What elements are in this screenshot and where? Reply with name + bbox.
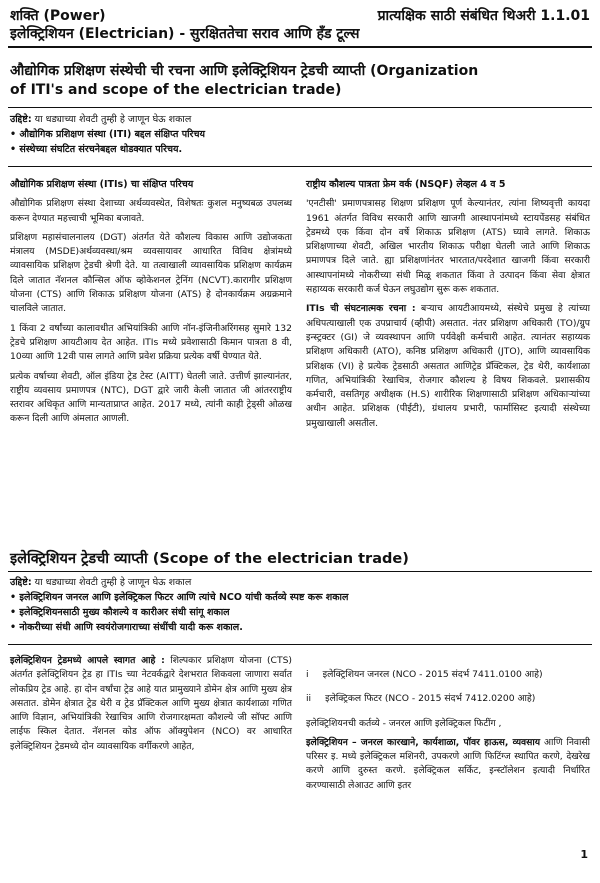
lesson-title-line1: औद्योगिक प्रशिक्षण संस्थेची ची रचना आणि इलेक्ट्रिशियन ट्रेडची व्याप्ती (Organization — [10, 63, 479, 79]
objectives-intro: या धड्याच्या शेवटी तुम्ही हे जाणून घेऊ शकाल — [31, 114, 192, 125]
objective-item: • संस्थेच्या संघटित संरचनेबद्दल थोडक्यात परिचय. — [10, 142, 590, 157]
nsqf-heading: राष्ट्रीय कौशल्य पात्रता फ्रेम वर्क (NSQF) लेव्हल 4 व 5 — [306, 179, 506, 190]
paragraph: 'एनटीसी' प्रमाणपत्रासह शिक्षण प्रशिक्षण पूर्ण केल्यानंतर, त्यांना शिष्यवृत्ती कायदा 1961 अंतर्गत विविध सरकारी आणि खाजगी आस्थापनांमध्ये स्टायपेंडसह संबंधित ट्रेडमध्ये एक किंवा दोन वर्षे शिकाऊ प्रशिक्षण (ATS) घ्यावे लागते. शिकाऊ प्रशिक्षणाच्या शेवटी, अखिल भारतीय शिकाऊ परीक्षा घेतली जाते आणि शिकाऊ प्रमाणपत्र दिले जाते. ह्या प्रशिक्षणांनंतर भारतात/परदेशात खाजगी किंवा सरकारी आस्थापनांमध्ये नोकरीच्या संधी मिळू शकतात किंवा ते उत्पादन किंवा सेवा क्षेत्रात सहाय्यक सरकारी कर्ज घेऊन लघुउद्योग सुरू करू शकतात. — [306, 198, 590, 296]
objectives-block-2 — [10, 575, 590, 635]
org-structure-label: ITIs ची संघटनात्मक रचना : — [306, 303, 416, 315]
objectives-list — [10, 590, 590, 635]
list-item: ii इलेक्ट्रिकल फिटर (NCO - 2015 संदर्भ 7412.0200 आहे) — [306, 693, 536, 705]
paragraph: प्रशिक्षण महासंचालनालय (DGT) अंतर्गत येते कौशल्य विकास आणि उद्योजकता मंत्रालय (MSDE)अर्थव्यवस्था/श्रम व्यवसायावर आधारित विविध क्षेत्रांमध्ये व्यावसायिक प्रशिक्षण ट्रेडची श्रेणी देते. या तत्वाखाली व्यावसायिक प्रशिक्षण कार्यक्रम दिले जातात नॅशनल कौन्सिल ऑफ व्होकेशनल ट्रेनिंग (NCVT).कारागीर प्रशिक्षण योजना (CTS) आणि शिकाऊ प्रशिक्षण योजना (ATS) हे दोनकार्यक्रम अग्रक्रमाने चालविले जातात. — [10, 231, 292, 315]
objectives-intro: या धड्याच्या शेवटी तुम्ही हे जाणून घेऊ शकाल — [31, 577, 192, 588]
objectives-lead: उद्दिष्टे: — [10, 577, 32, 588]
lesson-title — [10, 62, 590, 100]
header-subtitle: इलेक्ट्रिशियन (Electrician) - सुरक्षिततेचा सराव आणि हँड टूल्स — [10, 26, 360, 42]
left-column-2 — [10, 654, 292, 759]
section-divider — [8, 571, 592, 572]
objective-item: • इलेक्ट्रिशियन जनरल आणि इलेक्ट्रिकल फिटर आणि त्यांचे NCO यांची कर्तव्ये स्पष्ट करू शकाल — [10, 590, 590, 605]
duties-line: इलेक्ट्रिशियनची कर्तव्ये - जनरल आणि इलेक्ट्रिकल फिटींग , — [306, 717, 502, 729]
theory-reference: प्रात्यक्षिक साठी संबंधित थिअरी 1.1.01 — [377, 8, 590, 24]
paragraph: 1 किंवा 2 वर्षांच्या कालावधीत अभियांत्रिकी आणि नॉन-इंजिनीअरिंगसह सुमारे 132 ट्रेडचे प्रशिक्षण आयटीआय देत आहेत. ITIs मध्ये प्रवेशासाठी किमान पात्रता 8 वी, 10व्या आणि 12वी पास लागते आणि प्रवेश प्रक्रिया प्रत्येक वर्षी घेण्यात येते. — [10, 322, 292, 363]
left-column — [10, 178, 292, 432]
paragraph: ITIs ची संघटनात्मक रचना : बऱ्याच आयटीआयमध्ये, संस्थेचे प्रमुख हे त्यांच्या अधिपत्याखाली एक उपप्राचार्य (व्हीपी) असतात. नंतर प्रशिक्षण अधिकारी (TO)/ग्रुप इन्स्ट्रक्टर (GI) जे व्यवस्थापन आणि पर्यवेक्षी कर्मचारी आहेत. त्यानंतर सहाय्यक प्रशिक्षण अधिकारी (ATO), कनिष्ठ प्रशिक्षण अधिकारी (JTO), आणि व्यावसायिक प्रशिक्षक (VI) हे प्रत्येक ट्रेडसाठी असतात आणिट्रेड प्रॅक्टिकल, ट्रेड थेरी, कार्यशाळा गणित, अभियांत्रिकी रेखाचित्र, रोजगार कौशल्य हे विषय शिकवले. प्रशासकीय कर्मचारी, वसतिगृह अधीक्षक (H.S) शारीरिक शिक्षणासाठी प्रशिक्षण अधिकाऱ्यांच्या अधीन आहेत. प्रशिक्षक (पीईटी), ग्रंथालय प्रभारी, फार्मासिस्ट इत्यादी संस्थेच्या प्रमुखाखाली असतील. — [306, 303, 590, 429]
objectives-list — [10, 127, 590, 157]
objective-item: • इलेक्ट्रिशियनसाठी मुख्य कौशल्ये व कारीअर संधी सांगू शकाल — [10, 605, 590, 620]
objectives-lead: उद्दिष्टे: — [10, 114, 32, 125]
paragraph: इलेक्ट्रिशियन – जनरल कारखाने, कार्यशाळा, पॉवर हाऊस, व्यवसाय आणि निवासी परिसर इ. मध्ये इलेक्ट्रिकल मशिनरी, उपकरणे आणि फिटिंग्ज स्थापित करणे, देखरेख करणे आणि दुरुस्त करणे. इलेक्ट्रिकल सर्किट, इन्स्टॉलेशन इत्यादी निर्धारित करण्यासाठी लेआउट आणि इतर — [306, 736, 590, 791]
trade-label: शक्ति (Power) — [10, 8, 106, 24]
right-column-2 — [306, 668, 590, 798]
header-divider — [8, 46, 592, 48]
objective-item: • नोकरीच्या संधी आणि स्वयंरोजगाराच्या संधींची यादी करू शकाल. — [10, 620, 590, 635]
objective-item: • औद्योगिक प्रशिक्षण संस्था (ITI) बद्दल संक्षिप्त परिचय — [10, 127, 590, 142]
page-number: 1 — [580, 848, 588, 861]
paragraph: औद्योगिक प्रशिक्षण संस्था देशाच्या अर्थव्यवस्थेत, विशेषतः कुशल मनुष्यबळ उपलब्ध करून देण्यात महत्त्वाची भूमिका बजावते. — [10, 198, 292, 224]
iti-intro-heading: औद्योगिक प्रशिक्षण संस्था (ITIs) चा संक्षिप्त परिचय — [10, 179, 194, 190]
lesson-title-line2: of ITI's and scope of the electrician trade) — [10, 82, 342, 98]
welcome-label: इलेक्ट्रिशियन ट्रेडमध्ये आपले स्वागत आहे : — [10, 655, 165, 666]
list-item: i इलेक्ट्रिशियन जनरल (NCO - 2015 संदर्भ 7411.0100 आहे) — [306, 669, 543, 680]
right-column — [306, 178, 590, 436]
title-divider — [8, 107, 592, 108]
paragraph: प्रत्येक वर्षाच्या शेवटी, ऑल इंडिया ट्रेड टेस्ट (AITT) घेतली जाते. उत्तीर्ण झाल्यानंतर, राष्ट्रीय व्यवसाय प्रमाणपत्र (NTC), DGT द्वारे जारी केली जातात जी आंतरराष्ट्रीय स्तरावर अधिकृत आणि मान्यताप्राप्त आहेत. 2017 मध्ये, त्यांनी काही ट्रेड्सी ओळख करून दिली आणि अंमलात आणली. — [10, 370, 292, 425]
objectives-block — [10, 112, 590, 157]
electrician-general-label: इलेक्ट्रिशियन – जनरल कारखाने, कार्यशाळा, पॉवर हाऊस, व्यवसाय — [306, 736, 541, 748]
objectives-divider — [8, 166, 592, 167]
section-title-scope: इलेक्ट्रिशियन ट्रेडची व्याप्ती (Scope of the electrician trade) — [10, 551, 409, 567]
objectives-divider-2 — [8, 644, 592, 645]
paragraph: इलेक्ट्रिशियन ट्रेडमध्ये आपले स्वागत आहे : शिल्पकार प्रशिक्षण योजना (CTS) अंतर्गत इलेक्ट्रिशियन ट्रेड हा ITIs च्या नेटवर्कद्वारे देशभरात शिकवला जाणारा सर्वात लोकप्रिय ट्रेड आहे. हा दोन वर्षांचा ट्रेड आहे यात प्रामुख्याने डोमेन क्षेत्र आणि मुख्य क्षेत्र असतात. डोमेन क्षेत्रात ट्रेड थेरी व ट्रेड प्रॅक्टिकल आणि मुख्य क्षेत्रात कार्यशाळा गणित आणि विज्ञान, अभियांत्रिकी रेखाचित्र आणि रोजगारक्षमता कौशल्ये जी सॉफ्ट आणि लाईफ स्किल देतात. नॅशनल कोड ऑफ ऑक्युपेशन (NCO) वर आधारित इलेक्ट्रिशियन ट्रेडमध्ये दोन व्यावसायिक वर्गीकरणे आहेत, — [10, 655, 292, 752]
header-row — [10, 6, 590, 25]
